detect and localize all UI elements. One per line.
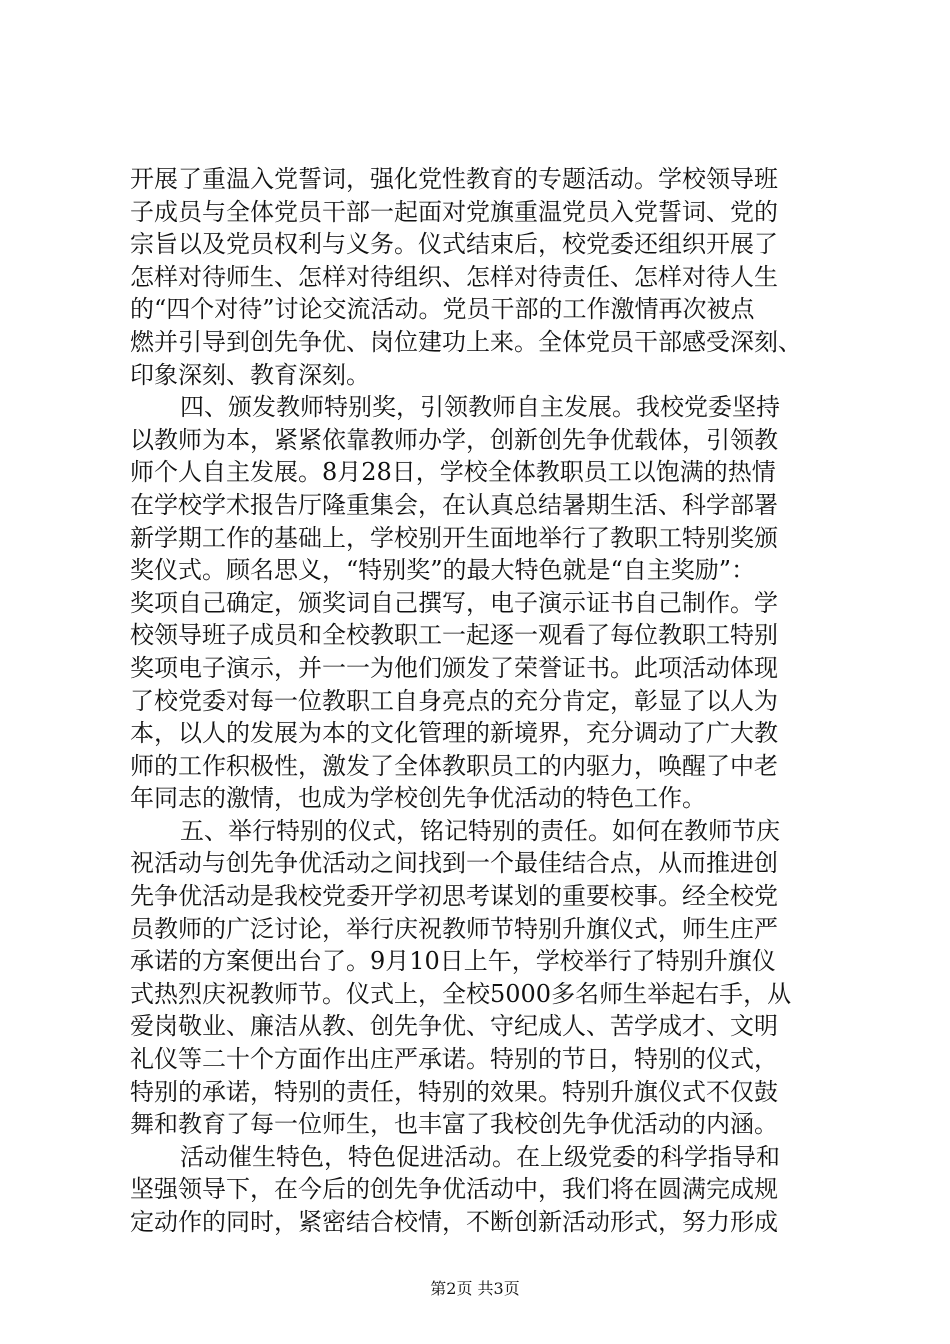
text-line: 奖项自己确定，颁奖词自己撰写，电子演示证书自己制作。学 [130, 588, 778, 617]
text-line: 员教师的广泛讨论，举行庆祝教师节特别升旗仪式，师生庄严 [130, 914, 778, 943]
text-line: 子成员与全体党员干部一起面对党旗重温党员入党誓词、党的 [130, 197, 778, 226]
text-line: 礼仪等二十个方面作出庄严承诺。特别的节日，特别的仪式， [130, 1045, 778, 1074]
text-line: 本，以人的发展为本的文化管理的新境界，充分调动了广大教 [130, 719, 778, 748]
page-footer: 第2页 共3页 [430, 1279, 520, 1298]
text-line: 师个人自主发展。8月28日，学校全体教职员工以饱满的热情 [130, 458, 776, 487]
text-line: 奖项电子演示，并一一为他们颁发了荣誉证书。此项活动体现 [130, 653, 778, 682]
text-line: 怎样对待师生、怎样对待组织、怎样对待责任、怎样对待人生 [130, 262, 778, 291]
text-line: 爱岗敬业、廉洁从教、创先争优、守纪成人、苦学成才、文明 [130, 1012, 778, 1041]
text-line: 式热烈庆祝教师节。仪式上，全校5000多名师生举起右手，从 [130, 979, 792, 1008]
text-line: 印象深刻、教育深刻。 [130, 360, 370, 389]
text-line: 年同志的激情，也成为学校创先争优活动的特色工作。 [130, 784, 706, 813]
text-line: 开展了重温入党誓词，强化党性教育的专题活动。学校领导班 [130, 165, 778, 193]
text-line: 先争优活动是我校党委开学初思考谋划的重要校事。经全校党 [130, 882, 778, 911]
text-line: 新学期工作的基础上，学校别开生面地举行了教职工特别奖颁 [130, 523, 778, 552]
body-text [130, 163, 840, 1239]
text-line: 燃并引导到创先争优、岗位建功上来。全体党员干部感受深刻、 [130, 327, 802, 356]
text-line: 奖仪式。顾名思义，“特别奖”的最大特色就是“自主奖励”： [130, 556, 756, 585]
text-line: 舞和教育了每一位师生，也丰富了我校创先争优活动的内涵。 [130, 1110, 778, 1139]
text-line: 校领导班子成员和全校教职工一起逐一观看了每位教职工特别 [130, 621, 778, 650]
text-line: 活动催生特色，特色促进活动。在上级党委的科学指导和 [180, 1142, 780, 1171]
text-line: 在学校学术报告厅隆重集会，在认真总结暑期生活、科学部署 [130, 490, 778, 519]
text-line: 师的工作积极性，激发了全体教职员工的内驱力，唤醒了中老 [130, 751, 778, 780]
text-line: 四、颁发教师特别奖，引领教师自主发展。我校党委坚持 [180, 393, 780, 422]
text-line: 祝活动与创先争优活动之间找到一个最佳结合点，从而推进创 [130, 849, 778, 878]
text-line: 特别的承诺，特别的责任，特别的效果。特别升旗仪式不仅鼓 [130, 1077, 778, 1106]
text-line: 坚强领导下，在今后的创先争优活动中，我们将在圆满完成规 [130, 1175, 778, 1204]
text-line: 承诺的方案便出台了。9月10日上午，学校举行了特别升旗仪 [130, 947, 776, 976]
text-line: 宗旨以及党员权利与义务。仪式结束后，校党委还组织开展了 [130, 230, 778, 259]
text-line: 了校党委对每一位教职工自身亮点的充分肯定，彰显了以人为 [130, 686, 778, 715]
text-line: 的“四个对待”讨论交流活动。党员干部的工作激情再次被点 [130, 295, 755, 324]
text-line: 五、举行特别的仪式，铭记特别的责任。如何在教师节庆 [180, 816, 780, 845]
text-line: 以教师为本，紧紧依靠教师办学，创新创先争优载体，引领教 [130, 425, 778, 454]
text-line: 定动作的同时，紧密结合校情，不断创新活动形式，努力形成 [130, 1208, 778, 1236]
